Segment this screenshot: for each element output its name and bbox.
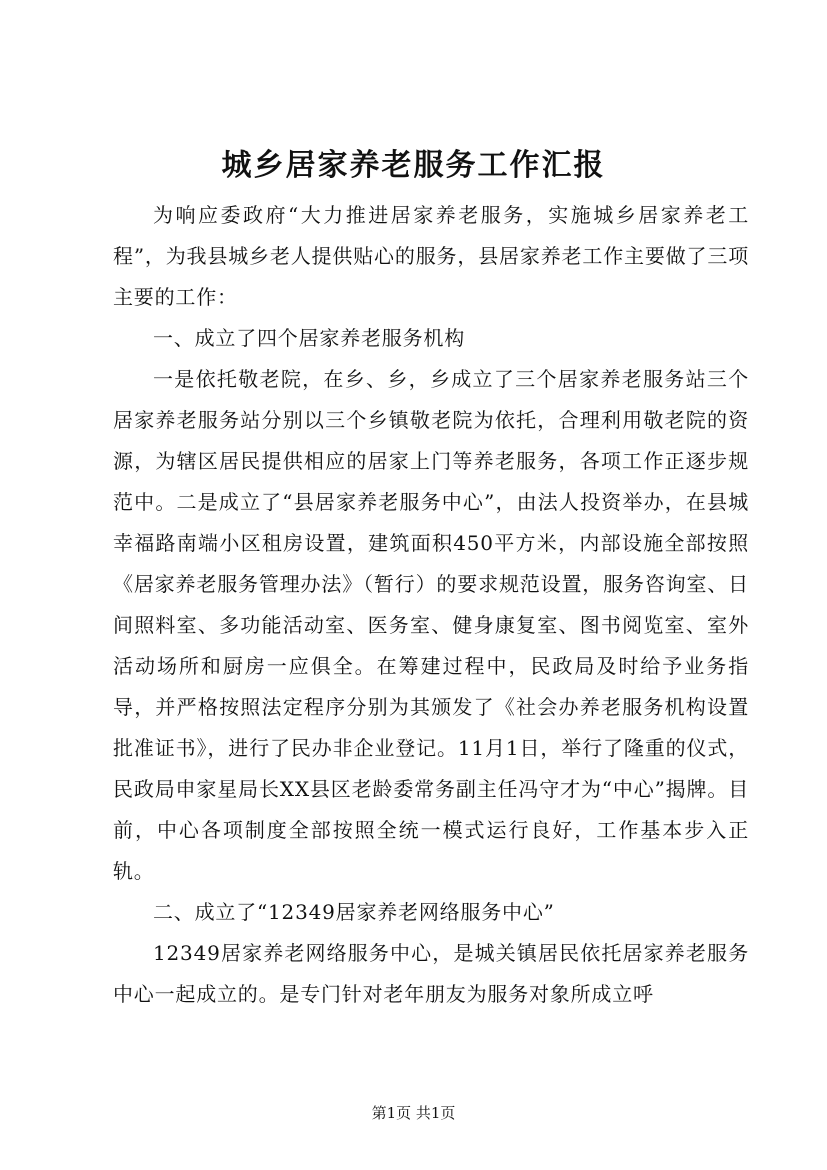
section-heading-1: 一、成立了四个居家养老服务机构 <box>153 326 465 350</box>
section-1-paragraph: 一是依托敬老院，在乡、乡，乡成立了三个居家养老服务站三个居家养老服务站分别以三个乡镇敬老院为依托，合理利用敬老院的资源，为辖区居民提供相应的居家上门等养老服务，各项工作正逐步规范中。二是成立了“县居家养老服务中心”，由法人投资举办，在县城幸福路南端小区租房设置，建筑面积450平方米，内部设施全部按照《居家养老服务管理办法》（暂行）的要求规范设置，服务咨询室、日间照料室、多功能活动室、医务室、健身康复室、图书阅览室、室外活动场所和厨房一应俱全。在筹建过程中，民政局及时给予业务指导，并严格按照法定程序分别为其颁发了《社会办养老服务机构设置批准证书》，进行了民办非企业登记。11月1日，举行了隆重的仪式，民政局申家星局长XX县区老龄委常务副主任冯守才为“中心”揭牌。目前，中心各项制度全部按照全统一模式运行良好，工作基本步入正轨。 <box>113 367 749 883</box>
intro-paragraph: 为响应委政府“大力推进居家养老服务，实施城乡居家养老工程”，为我县城乡老人提供贴心的服务，县居家养老工作主要做了三项主要的工作： <box>113 203 749 309</box>
document-body <box>113 195 749 1015</box>
page-footer: 第1页 共1页 <box>371 1104 456 1122</box>
document-title: 城乡居家养老服务工作汇报 <box>221 148 606 183</box>
section-2-paragraph: 12349居家养老网络服务中心，是城关镇居民依托居家养老服务中心一起成立的。是专门针对老年朋友为服务对象所成立呼 <box>113 941 749 1006</box>
section-heading-2: 二、成立了“12349居家养老网络服务中心” <box>153 900 555 924</box>
